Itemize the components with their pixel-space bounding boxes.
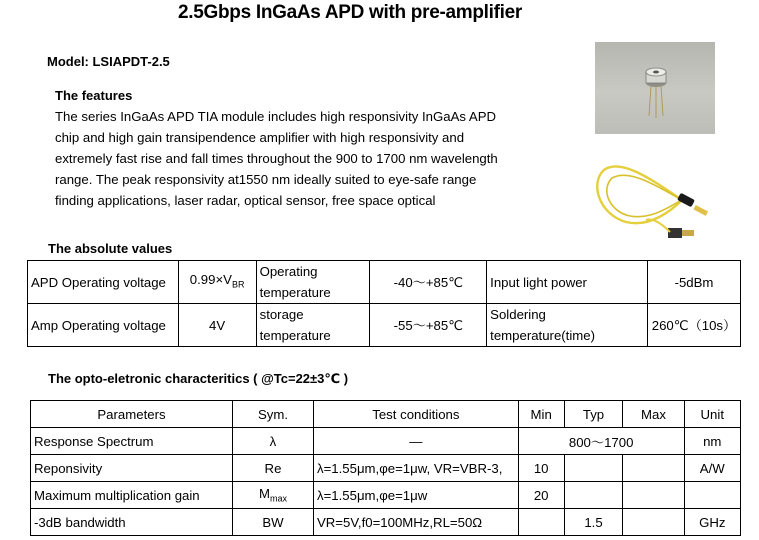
symbol-cell: Re [232,455,313,482]
unit-cell: GHz [684,509,740,536]
min-cell: 20 [518,482,564,509]
param-cell: APD Operating voltage [28,261,179,304]
max-cell [623,509,684,536]
table-row [31,455,741,482]
min-cell: 10 [518,455,564,482]
features-line: chip and high gain transipendence amplifier with high responsivity and [55,130,465,145]
param-cell: Response Spectrum [31,428,233,455]
range-cell: 800～1700 [518,428,684,455]
symbol-cell: BW [232,509,313,536]
column-header: Parameters [31,401,233,428]
opto-characteristics-heading: The opto-eletronic characteritics ( @Tc=22±3℃ ) [48,371,349,386]
condition-cell: λ=1.55μm,φe=1μw [313,482,518,509]
unit-cell [684,482,740,509]
absolute-values-table [27,260,741,347]
param-cell: Reponsivity [31,455,233,482]
condition-cell: VR=5V,f0=100MHz,RL=50Ω [313,509,518,536]
param-cell: Soldering temperature(time) [487,304,648,347]
table-header-row [31,401,741,428]
features-line: extremely fast rise and fall times throughout the 900 to 1700 nm wavelength [55,151,498,166]
features-paragraph [55,106,540,211]
features-line: range. The peak responsivity at1550 nm ideally suited to eye-safe range [55,172,477,187]
param-cell: Maximum multiplication gain [31,482,233,509]
param-cell: Input light power [487,261,648,304]
model-label: Model: LSIAPDT-2.5 [47,54,170,69]
table-row [31,428,741,455]
features-line: finding applications, laser radar, optical sensor, free space optical [55,193,436,208]
param-cell: storage temperature [256,304,370,347]
symbol-cell: λ [232,428,313,455]
typ-cell: 1.5 [564,509,623,536]
column-header: Max [623,401,684,428]
column-header: Typ [564,401,623,428]
max-cell [623,455,684,482]
max-cell [623,482,684,509]
product-photo-pigtail-module [590,148,715,248]
param-cell: Amp Operating voltage [28,304,179,347]
table-row [31,509,741,536]
param-cell: Operating temperature [256,261,370,304]
unit-cell: A/W [684,455,740,482]
table-row [28,304,741,347]
product-photo-to-can [595,42,715,134]
column-header: Test conditions [313,401,518,428]
opto-characteristics-table [30,400,741,536]
value-cell: -5dBm [647,261,740,304]
min-cell [518,509,564,536]
value-cell: $0.99\times V_{BR}$ [178,261,256,304]
value-cell: -40～+85℃ [370,261,487,304]
value-cell: -55～+85℃ [370,304,487,347]
value-cell: 260℃（10s） [647,304,740,347]
condition-cell: — [313,428,518,455]
unit-cell: nm [684,428,740,455]
typ-cell [564,455,623,482]
page-title: 2.5Gbps InGaAs APD with pre-amplifier [178,2,522,23]
column-header: Unit [684,401,740,428]
symbol-cell: $M_{max}$ [232,482,313,509]
column-header: Min [518,401,564,428]
condition-cell: λ=1.55μm,φe=1μw, VR=VBR-3, [313,455,518,482]
value-cell: 4V [178,304,256,347]
param-cell: -3dB bandwidth [31,509,233,536]
table-row [31,482,741,509]
column-header: Sym. [232,401,313,428]
features-line: The series InGaAs APD TIA module includes high responsivity InGaAs APD [55,109,497,124]
absolute-values-heading: The absolute values [48,241,173,256]
typ-cell [564,482,623,509]
table-row [28,261,741,304]
features-heading: The features [55,88,133,103]
